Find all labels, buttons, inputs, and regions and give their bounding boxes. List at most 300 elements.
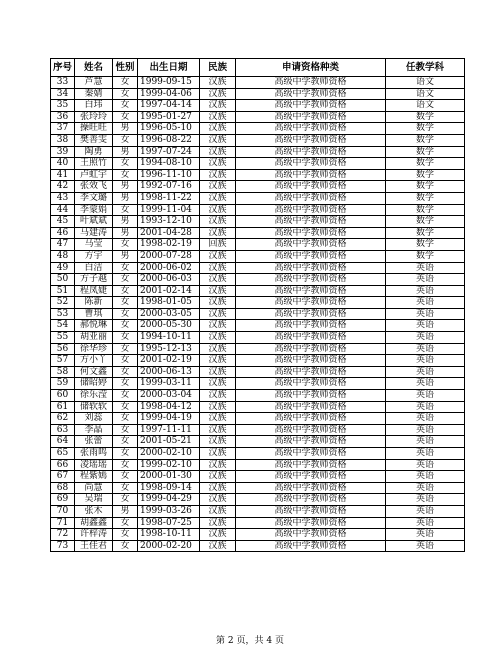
- birthdate-cell: 1999-09-15: [138, 77, 200, 89]
- name-cell: 张蕾: [75, 436, 113, 448]
- birthdate-cell: 1997-11-11: [138, 424, 200, 436]
- birthdate-cell: 1998-01-05: [138, 297, 200, 309]
- seq-cell: 33: [51, 77, 75, 89]
- birthdate-cell: 1994-08-10: [138, 158, 200, 170]
- subject-cell: 数学: [386, 123, 465, 135]
- ethnicity-cell: 汉族: [200, 146, 236, 158]
- subject-cell: 英语: [386, 366, 465, 378]
- qualification-cell: 高级中学教师资格: [236, 413, 386, 425]
- qualification-cell: 高级中学教师资格: [236, 123, 386, 135]
- table-row: [51, 413, 465, 425]
- qualification-cell: 高级中学教师资格: [236, 332, 386, 344]
- birthdate-cell: 2001-05-21: [138, 436, 200, 448]
- ethnicity-cell: 汉族: [200, 297, 236, 309]
- name-cell: 张木: [75, 505, 113, 517]
- seq-cell: 43: [51, 192, 75, 204]
- birthdate-cell: 1998-10-11: [138, 529, 200, 541]
- name-cell: 樊善雯: [75, 134, 113, 146]
- birthdate-cell: 1999-03-26: [138, 505, 200, 517]
- table-row: [51, 505, 465, 517]
- ethnicity-cell: 汉族: [200, 227, 236, 239]
- name-cell: 芦慧: [75, 77, 113, 89]
- ethnicity-cell: 汉族: [200, 285, 236, 297]
- gender-cell: 女: [113, 204, 138, 216]
- applicant-table: [50, 58, 465, 552]
- qualification-cell: 高级中学教师资格: [236, 436, 386, 448]
- ethnicity-cell: 汉族: [200, 413, 236, 425]
- subject-cell: 英语: [386, 401, 465, 413]
- qualification-cell: 高级中学教师资格: [236, 517, 386, 529]
- birthdate-cell: 1995-01-27: [138, 111, 200, 123]
- ethnicity-cell: 汉族: [200, 204, 236, 216]
- ethnicity-cell: 汉族: [200, 459, 236, 471]
- name-cell: 马建涛: [75, 227, 113, 239]
- birthdate-cell: 2001-02-19: [138, 355, 200, 367]
- name-cell: 徐乐滢: [75, 390, 113, 402]
- birthdate-cell: 1993-12-10: [138, 216, 200, 228]
- gender-cell: 女: [113, 308, 138, 320]
- subject-cell: 语文: [386, 77, 465, 89]
- seq-header: 序号: [51, 59, 75, 77]
- seq-cell: 38: [51, 134, 75, 146]
- table-row: [51, 529, 465, 541]
- ethnicity-cell: 汉族: [200, 436, 236, 448]
- subject-cell: 英语: [386, 390, 465, 402]
- table-row: [51, 424, 465, 436]
- table-header-row: [51, 59, 465, 77]
- gender-cell: 女: [113, 169, 138, 181]
- gender-cell: 女: [113, 343, 138, 355]
- name-cell: 吴瑞: [75, 494, 113, 506]
- qualification-cell: 高级中学教师资格: [236, 204, 386, 216]
- birthdate-cell: 1996-11-10: [138, 169, 200, 181]
- gender-cell: 女: [113, 424, 138, 436]
- seq-cell: 66: [51, 459, 75, 471]
- qualification-cell: 高级中学教师资格: [236, 100, 386, 112]
- birthdate-cell: 1998-02-19: [138, 239, 200, 251]
- name-cell: 李晶: [75, 424, 113, 436]
- seq-cell: 68: [51, 482, 75, 494]
- qualification-cell: 高级中学教师资格: [236, 146, 386, 158]
- name-cell: 徐华珍: [75, 343, 113, 355]
- subject-cell: 英语: [386, 494, 465, 506]
- birthdate-cell: 1999-04-19: [138, 413, 200, 425]
- name-cell: 储昭婷: [75, 378, 113, 390]
- birthdate-cell: 1997-07-24: [138, 146, 200, 158]
- birthdate-cell: 2001-04-28: [138, 227, 200, 239]
- ethnicity-cell: 汉族: [200, 332, 236, 344]
- subject-cell: 数学: [386, 169, 465, 181]
- table-row: [51, 111, 465, 123]
- subject-cell: 英语: [386, 320, 465, 332]
- ethnicity-cell: 汉族: [200, 320, 236, 332]
- name-cell: 储软软: [75, 401, 113, 413]
- subject-cell: 数学: [386, 204, 465, 216]
- birthdate-cell: 1999-04-06: [138, 88, 200, 100]
- gender-cell: 女: [113, 529, 138, 541]
- birthdate-cell: 2000-03-05: [138, 308, 200, 320]
- subject-cell: 英语: [386, 355, 465, 367]
- ethnicity-cell: 汉族: [200, 355, 236, 367]
- gender-cell: 女: [113, 239, 138, 251]
- birthdate-cell: 2000-06-03: [138, 274, 200, 286]
- table-row: [51, 123, 465, 135]
- birthdate-cell: 1999-03-11: [138, 378, 200, 390]
- name-cell: 王照竹: [75, 158, 113, 170]
- birthdate-cell: 1997-04-14: [138, 100, 200, 112]
- qualification-cell: 高级中学教师资格: [236, 459, 386, 471]
- subject-cell: 英语: [386, 436, 465, 448]
- birthdate-cell: 2000-06-02: [138, 262, 200, 274]
- qualification-cell: 高级中学教师资格: [236, 216, 386, 228]
- qualification-cell: 高级中学教师资格: [236, 158, 386, 170]
- subject-cell: 数学: [386, 146, 465, 158]
- gender-cell: 女: [113, 262, 138, 274]
- qualification-cell: 高级中学教师资格: [236, 192, 386, 204]
- subject-cell: 数学: [386, 181, 465, 193]
- seq-cell: 55: [51, 332, 75, 344]
- qualification-cell: 高级中学教师资格: [236, 494, 386, 506]
- qualification-cell: 高级中学教师资格: [236, 355, 386, 367]
- name-header: 姓名: [75, 59, 113, 77]
- table-row: [51, 482, 465, 494]
- page-footer: 第 2 页，共 4 页: [216, 636, 284, 646]
- birthdate-cell: 1998-04-12: [138, 401, 200, 413]
- subject-cell: 英语: [386, 297, 465, 309]
- seq-cell: 34: [51, 88, 75, 100]
- gender-cell: 女: [113, 459, 138, 471]
- table-row: [51, 343, 465, 355]
- name-cell: 何文鑫: [75, 366, 113, 378]
- table-row: [51, 378, 465, 390]
- qualification-cell: 高级中学教师资格: [236, 285, 386, 297]
- seq-cell: 46: [51, 227, 75, 239]
- qualification-cell: 高级中学教师资格: [236, 169, 386, 181]
- subject-cell: 英语: [386, 505, 465, 517]
- name-cell: 程紫嫣: [75, 471, 113, 483]
- subject-cell: 数学: [386, 227, 465, 239]
- seq-cell: 45: [51, 216, 75, 228]
- name-cell: 方子越: [75, 274, 113, 286]
- ethnicity-cell: 汉族: [200, 88, 236, 100]
- table-row: [51, 274, 465, 286]
- gender-cell: 女: [113, 77, 138, 89]
- qualification-cell: 高级中学教师资格: [236, 134, 386, 146]
- qualification-cell: 高级中学教师资格: [236, 366, 386, 378]
- table-row: [51, 517, 465, 529]
- qualification-cell: 高级中学教师资格: [236, 343, 386, 355]
- ethnicity-cell: 汉族: [200, 540, 236, 552]
- subject-cell: 数学: [386, 192, 465, 204]
- birthdate-cell: 1999-11-04: [138, 204, 200, 216]
- ethnicity-cell: 汉族: [200, 482, 236, 494]
- ethnicity-cell: 汉族: [200, 366, 236, 378]
- gender-cell: 女: [113, 436, 138, 448]
- gender-cell: 女: [113, 355, 138, 367]
- table-row: [51, 332, 465, 344]
- table-row: [51, 448, 465, 460]
- subject-cell: 英语: [386, 308, 465, 320]
- subject-cell: 英语: [386, 274, 465, 286]
- gender-cell: 女: [113, 471, 138, 483]
- name-cell: 曹琪: [75, 308, 113, 320]
- ethnicity-cell: 汉族: [200, 216, 236, 228]
- ethnicity-cell: 汉族: [200, 390, 236, 402]
- seq-cell: 36: [51, 111, 75, 123]
- ethnicity-cell: 汉族: [200, 274, 236, 286]
- ethnicity-header: 民族: [200, 59, 236, 77]
- ethnicity-cell: 汉族: [200, 529, 236, 541]
- ethnicity-cell: 汉族: [200, 448, 236, 460]
- gender-cell: 男: [113, 181, 138, 193]
- seq-cell: 42: [51, 181, 75, 193]
- seq-cell: 48: [51, 250, 75, 262]
- qualification-cell: 高级中学教师资格: [236, 540, 386, 552]
- subject-cell: 英语: [386, 517, 465, 529]
- birthdate-cell: 1999-04-29: [138, 494, 200, 506]
- seq-cell: 61: [51, 401, 75, 413]
- gender-cell: 女: [113, 366, 138, 378]
- qualification-cell: 高级中学教师资格: [236, 262, 386, 274]
- seq-cell: 58: [51, 366, 75, 378]
- table-row: [51, 146, 465, 158]
- seq-cell: 54: [51, 320, 75, 332]
- subject-cell: 英语: [386, 471, 465, 483]
- birthdate-cell: 2000-02-20: [138, 540, 200, 552]
- gender-cell: 女: [113, 482, 138, 494]
- seq-cell: 53: [51, 308, 75, 320]
- qualification-header: 申请资格种类: [236, 59, 386, 77]
- seq-cell: 47: [51, 239, 75, 251]
- subject-header: 任教学科: [386, 59, 465, 77]
- table-row: [51, 239, 465, 251]
- name-cell: 操旺旺: [75, 123, 113, 135]
- gender-cell: 男: [113, 146, 138, 158]
- name-cell: 卢虹宇: [75, 169, 113, 181]
- seq-cell: 62: [51, 413, 75, 425]
- ethnicity-cell: 汉族: [200, 494, 236, 506]
- seq-cell: 72: [51, 529, 75, 541]
- ethnicity-cell: 回族: [200, 239, 236, 251]
- gender-cell: 女: [113, 390, 138, 402]
- qualification-cell: 高级中学教师资格: [236, 482, 386, 494]
- table-row: [51, 158, 465, 170]
- subject-cell: 英语: [386, 448, 465, 460]
- ethnicity-cell: 汉族: [200, 100, 236, 112]
- table-row: [51, 88, 465, 100]
- gender-header: 性别: [113, 59, 138, 77]
- seq-cell: 67: [51, 471, 75, 483]
- ethnicity-cell: 汉族: [200, 158, 236, 170]
- name-cell: 马莹: [75, 239, 113, 251]
- table-row: [51, 192, 465, 204]
- qualification-cell: 高级中学教师资格: [236, 505, 386, 517]
- seq-cell: 70: [51, 505, 75, 517]
- seq-cell: 64: [51, 436, 75, 448]
- birthdate-cell: 1999-02-10: [138, 459, 200, 471]
- subject-cell: 英语: [386, 285, 465, 297]
- ethnicity-cell: 汉族: [200, 123, 236, 135]
- subject-cell: 数学: [386, 134, 465, 146]
- birthdate-cell: 1998-07-25: [138, 517, 200, 529]
- gender-cell: 女: [113, 100, 138, 112]
- qualification-cell: 高级中学教师资格: [236, 471, 386, 483]
- gender-cell: 女: [113, 297, 138, 309]
- name-cell: 方小丫: [75, 355, 113, 367]
- ethnicity-cell: 汉族: [200, 517, 236, 529]
- table-row: [51, 100, 465, 112]
- table-row: [51, 436, 465, 448]
- seq-cell: 73: [51, 540, 75, 552]
- ethnicity-cell: 汉族: [200, 471, 236, 483]
- name-cell: 张雨鸣: [75, 448, 113, 460]
- birthdate-cell: 2000-03-04: [138, 390, 200, 402]
- seq-cell: 41: [51, 169, 75, 181]
- qualification-cell: 高级中学教师资格: [236, 297, 386, 309]
- ethnicity-cell: 汉族: [200, 250, 236, 262]
- ethnicity-cell: 汉族: [200, 192, 236, 204]
- gender-cell: 女: [113, 494, 138, 506]
- qualification-cell: 高级中学教师资格: [236, 181, 386, 193]
- subject-cell: 语文: [386, 100, 465, 112]
- table-row: [51, 297, 465, 309]
- gender-cell: 女: [113, 517, 138, 529]
- name-cell: 李蒙娟: [75, 204, 113, 216]
- table-row: [51, 169, 465, 181]
- table-body: [51, 77, 465, 552]
- seq-cell: 49: [51, 262, 75, 274]
- subject-cell: 数学: [386, 239, 465, 251]
- name-cell: 陶勇: [75, 146, 113, 158]
- gender-cell: 女: [113, 111, 138, 123]
- gender-cell: 女: [113, 378, 138, 390]
- ethnicity-cell: 汉族: [200, 111, 236, 123]
- table-row: [51, 227, 465, 239]
- name-cell: 胡鑫鑫: [75, 517, 113, 529]
- gender-cell: 男: [113, 227, 138, 239]
- table-row: [51, 320, 465, 332]
- subject-cell: 英语: [386, 482, 465, 494]
- ethnicity-cell: 汉族: [200, 343, 236, 355]
- seq-cell: 52: [51, 297, 75, 309]
- name-cell: 方宇: [75, 250, 113, 262]
- table-row: [51, 204, 465, 216]
- table-row: [51, 308, 465, 320]
- table-row: [51, 134, 465, 146]
- qualification-cell: 高级中学教师资格: [236, 401, 386, 413]
- ethnicity-cell: 汉族: [200, 505, 236, 517]
- name-cell: 张效飞: [75, 181, 113, 193]
- gender-cell: 女: [113, 274, 138, 286]
- subject-cell: 英语: [386, 540, 465, 552]
- ethnicity-cell: 汉族: [200, 181, 236, 193]
- qualification-cell: 高级中学教师资格: [236, 77, 386, 89]
- name-cell: 刘蕊: [75, 413, 113, 425]
- table-row: [51, 285, 465, 297]
- table-row: [51, 540, 465, 552]
- subject-cell: 英语: [386, 378, 465, 390]
- gender-cell: 女: [113, 158, 138, 170]
- subject-cell: 英语: [386, 262, 465, 274]
- ethnicity-cell: 汉族: [200, 262, 236, 274]
- seq-cell: 69: [51, 494, 75, 506]
- subject-cell: 英语: [386, 343, 465, 355]
- gender-cell: 男: [113, 505, 138, 517]
- subject-cell: 英语: [386, 529, 465, 541]
- birthdate-cell: 2001-02-14: [138, 285, 200, 297]
- seq-cell: 63: [51, 424, 75, 436]
- table-row: [51, 366, 465, 378]
- qualification-cell: 高级中学教师资格: [236, 227, 386, 239]
- table-row: [51, 459, 465, 471]
- qualification-cell: 高级中学教师资格: [236, 424, 386, 436]
- gender-cell: 女: [113, 285, 138, 297]
- qualification-cell: 高级中学教师资格: [236, 390, 386, 402]
- subject-cell: 数学: [386, 216, 465, 228]
- ethnicity-cell: 汉族: [200, 77, 236, 89]
- name-cell: 王佳君: [75, 540, 113, 552]
- birthdate-cell: 1998-11-22: [138, 192, 200, 204]
- birthdate-cell: 1996-08-22: [138, 134, 200, 146]
- qualification-cell: 高级中学教师资格: [236, 308, 386, 320]
- table-row: [51, 77, 465, 89]
- table-row: [51, 355, 465, 367]
- applicant-table-container: [50, 58, 465, 552]
- seq-cell: 59: [51, 378, 75, 390]
- name-cell: 白玮: [75, 100, 113, 112]
- gender-cell: 女: [113, 401, 138, 413]
- seq-cell: 51: [51, 285, 75, 297]
- name-cell: 陈新: [75, 297, 113, 309]
- seq-cell: 39: [51, 146, 75, 158]
- qualification-cell: 高级中学教师资格: [236, 88, 386, 100]
- seq-cell: 56: [51, 343, 75, 355]
- qualification-cell: 高级中学教师资格: [236, 320, 386, 332]
- gender-cell: 女: [113, 320, 138, 332]
- ethnicity-cell: 汉族: [200, 424, 236, 436]
- name-cell: 郝悦琳: [75, 320, 113, 332]
- subject-cell: 英语: [386, 424, 465, 436]
- seq-cell: 65: [51, 448, 75, 460]
- gender-cell: 男: [113, 216, 138, 228]
- birthdate-cell: 2000-01-30: [138, 471, 200, 483]
- gender-cell: 男: [113, 250, 138, 262]
- table-row: [51, 262, 465, 274]
- birthdate-cell: 1992-07-16: [138, 181, 200, 193]
- ethnicity-cell: 汉族: [200, 401, 236, 413]
- name-cell: 凌瑶瑶: [75, 459, 113, 471]
- seq-cell: 35: [51, 100, 75, 112]
- table-row: [51, 390, 465, 402]
- gender-cell: 女: [113, 540, 138, 552]
- gender-cell: 女: [113, 134, 138, 146]
- name-cell: 尚慧: [75, 482, 113, 494]
- name-cell: 胡亚丽: [75, 332, 113, 344]
- birthdate-header: 出生日期: [138, 59, 200, 77]
- name-cell: 张玲玲: [75, 111, 113, 123]
- subject-cell: 数学: [386, 158, 465, 170]
- table-row: [51, 250, 465, 262]
- subject-cell: 英语: [386, 332, 465, 344]
- gender-cell: 女: [113, 332, 138, 344]
- seq-cell: 60: [51, 390, 75, 402]
- qualification-cell: 高级中学教师资格: [236, 111, 386, 123]
- qualification-cell: 高级中学教师资格: [236, 448, 386, 460]
- birthdate-cell: 2000-07-28: [138, 250, 200, 262]
- seq-cell: 50: [51, 274, 75, 286]
- birthdate-cell: 1995-12-13: [138, 343, 200, 355]
- table-row: [51, 494, 465, 506]
